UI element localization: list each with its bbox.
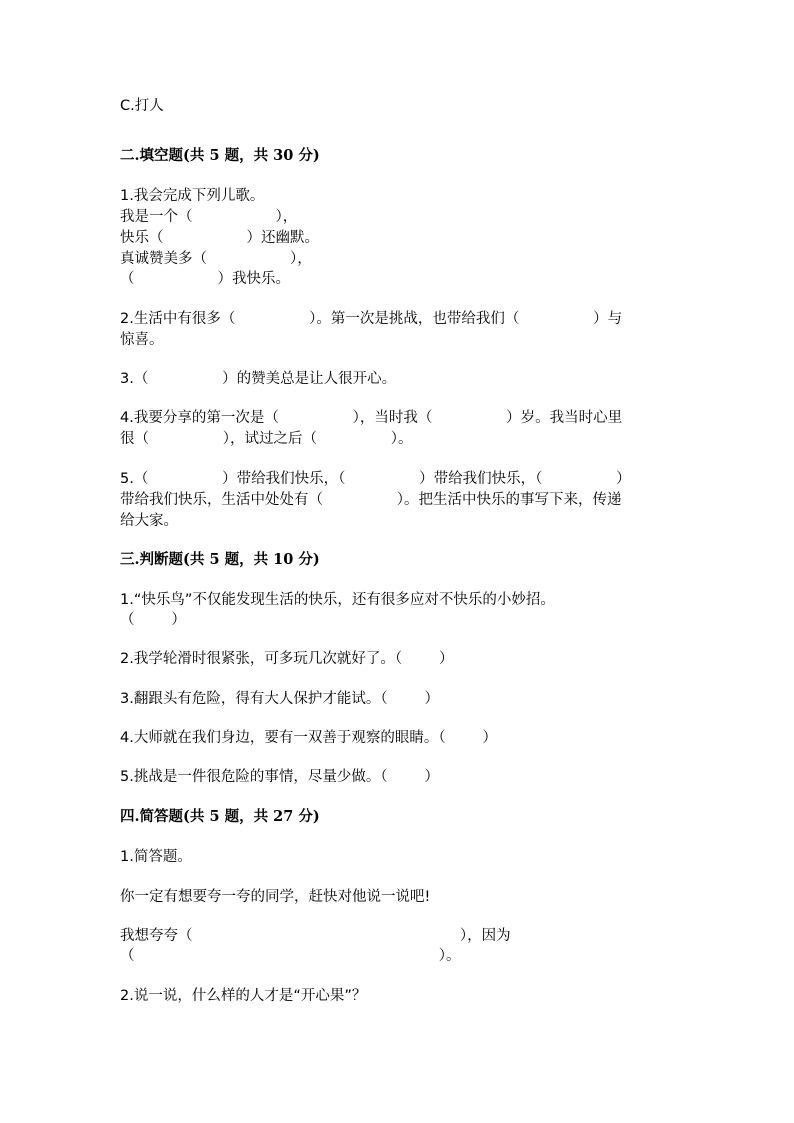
poem-line-3: 真诚赞美多（ ）， bbox=[120, 251, 312, 267]
judge-4: 4.大师就在我们身边，要有一双善于观察的眼睛。（ ） bbox=[120, 730, 497, 746]
short-answer-1-prompt: 你一定有想要夸一夸的同学，赶快对他说一说吧! bbox=[120, 889, 431, 905]
judge-5: 5.挑战是一件很危险的事情，尽量少做。（ ） bbox=[120, 769, 439, 785]
section-heading-short-answer: 四.简答题(共 5 题，共 27 分) bbox=[120, 808, 320, 825]
judge-2: 2.我学轮滑时很紧张，可多玩几次就好了。（ ） bbox=[120, 651, 454, 667]
option-c: C.打人 bbox=[120, 98, 164, 114]
poem-line-1: 我是一个（ ）， bbox=[120, 209, 298, 225]
question-3: 3.（ ）的赞美总是让人很开心。 bbox=[120, 371, 397, 387]
section-heading-true-false: 三.判断题(共 5 题，共 10 分) bbox=[120, 551, 320, 568]
question-1-prompt: 1.我会完成下列儿歌。 bbox=[120, 188, 265, 204]
poem-line-4: （ ）我快乐。 bbox=[120, 271, 290, 287]
question-5-line-3: 给大家。 bbox=[120, 513, 178, 529]
question-5-line-2: 带给我们快乐，生活中处处有（ ）。把生活中快乐的事写下来，传递 bbox=[120, 492, 622, 508]
short-answer-1-title: 1.简答题。 bbox=[120, 849, 192, 865]
judge-3: 3.翻跟头有危险，得有大人保护才能试。（ ） bbox=[120, 691, 439, 707]
question-4-line-1: 4.我要分享的第一次是（ ），当时我（ ）岁。我当时心里 bbox=[120, 410, 623, 426]
judge-1-answer-blank: （ ） bbox=[120, 612, 186, 628]
short-answer-1-line-2: （ ）。 bbox=[120, 948, 461, 964]
section-heading-fill-in: 二.填空题(共 5 题，共 30 分) bbox=[120, 147, 320, 164]
question-2-line-1: 2.生活中有很多（ ）。第一次是挑战，也带给我们（ ）与 bbox=[120, 311, 623, 327]
judge-1-line-1: 1.“快乐鸟”不仅能发现生活的快乐，还有很多应对不快乐的小妙招。 bbox=[120, 592, 555, 608]
poem-line-2: 快乐（ ）还幽默。 bbox=[120, 230, 319, 246]
question-2-line-2: 惊喜。 bbox=[120, 332, 164, 348]
short-answer-2: 2.说一说，什么样的人才是“开心果”？ bbox=[120, 988, 367, 1004]
short-answer-1-line-1: 我想夸夸（ ），因为 bbox=[120, 928, 511, 944]
question-5-line-1: 5.（ ）带给我们快乐，（ ）带给我们快乐，（ ） bbox=[120, 471, 631, 487]
question-4-line-2: 很（ ），试过之后（ ）。 bbox=[120, 431, 413, 447]
